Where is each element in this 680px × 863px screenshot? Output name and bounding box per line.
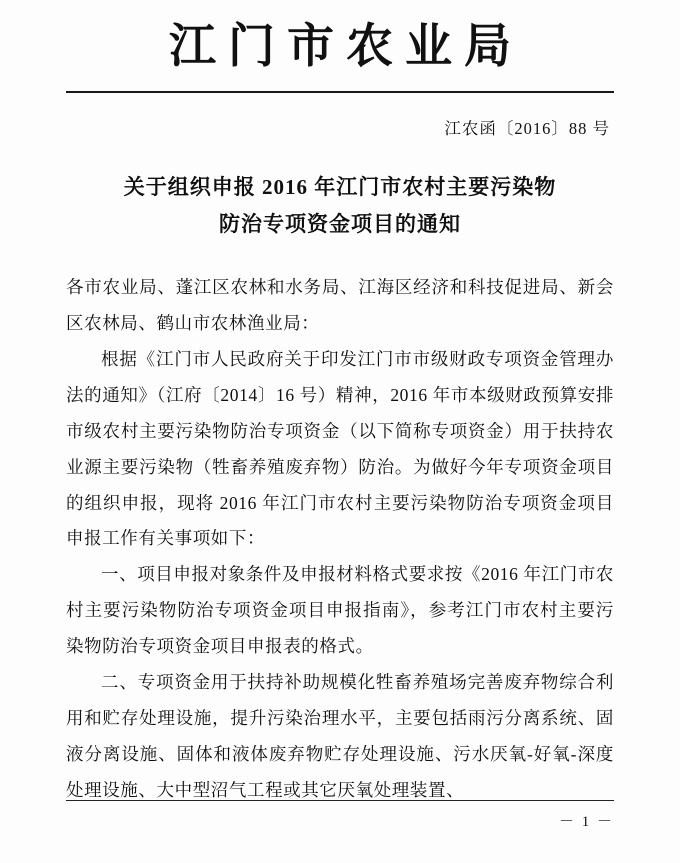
document-title-line-1: 关于组织申报 2016 年江门市农村主要污染物 bbox=[123, 174, 557, 199]
paragraph-background: 根据《江门市人民政府关于印发江门市市级财政专项资金管理办法的通知》（江府〔2014〕16 号）精神，2016 年市本级财政预算安排市级农村主要污染物防治专项资金（以下简称专项资金）用于扶持农业源主要污染物（牲畜养殖废弃物）防治。为做好今年专项资金项目的组织申报，现将 2016 年江门市农村主要污染物防治专项资金项目申报工作有关事项如下： bbox=[66, 349, 614, 549]
paragraph-item-one: 一、项目申报对象条件及申报材料格式要求按《2016 年江门市农村主要污染物防治专项资金项目申报指南》，参考江门市农村主要污染物防治专项资金项目申报表的格式。 bbox=[66, 564, 614, 656]
document-number: 江农函〔2016〕88 号 bbox=[444, 118, 610, 138]
paragraph-recipients: 各市农业局、蓬江区农林和水务局、江海区经济和科技促进局、新会区农林局、鹤山市农林渔业局： bbox=[66, 277, 614, 334]
document-body bbox=[66, 270, 614, 808]
masthead-title: 江门市农业局 bbox=[169, 19, 523, 74]
document-title-line-2: 防治专项资金项目的通知 bbox=[219, 211, 461, 236]
document-title bbox=[66, 169, 614, 243]
masthead-divider bbox=[66, 91, 614, 93]
page-number: － 1 － bbox=[558, 814, 614, 830]
footer-divider bbox=[66, 800, 614, 801]
masthead bbox=[66, 0, 614, 93]
paragraph-item-two: 二、专项资金用于扶持补助规模化牲畜养殖场完善废弃物综合利用和贮存处理设施，提升污染治理水平，主要包括雨污分离系统、固液分离设施、固体和液体废弃物贮存处理设施、污水厌氧-好氧-深度处理设施、大中型沼气工程或其它厌氧处理装置、 bbox=[66, 671, 614, 800]
